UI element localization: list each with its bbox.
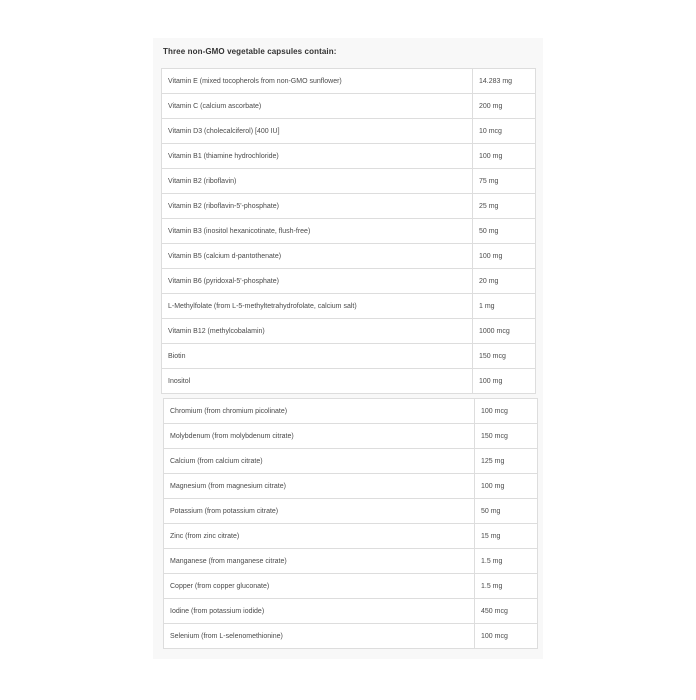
ingredient-amount: 100 mg: [473, 369, 536, 394]
table-row: [162, 244, 536, 269]
ingredient-name: Iodine (from potassium iodide): [164, 599, 475, 624]
ingredient-amount: 150 mcg: [473, 344, 536, 369]
ingredient-name: Vitamin B12 (methylcobalamin): [162, 319, 473, 344]
vitamins-table-body: [162, 69, 536, 394]
ingredient-name: Magnesium (from magnesium citrate): [164, 474, 475, 499]
table-row: [164, 499, 538, 524]
table-row: [162, 169, 536, 194]
ingredient-amount: 15 mg: [475, 524, 538, 549]
ingredient-amount: 125 mg: [475, 449, 538, 474]
table-row: [162, 294, 536, 319]
ingredient-amount: 100 mg: [475, 474, 538, 499]
ingredient-amount: 20 mg: [473, 269, 536, 294]
table-row: [162, 119, 536, 144]
table-row: [162, 194, 536, 219]
table-row: [162, 319, 536, 344]
ingredient-name: Vitamin D3 (cholecalciferol) [400 IU]: [162, 119, 473, 144]
ingredient-amount: 100 mcg: [475, 624, 538, 649]
ingredient-name: Vitamin B1 (thiamine hydrochloride): [162, 144, 473, 169]
ingredient-name: Vitamin B2 (riboflavin-5'-phosphate): [162, 194, 473, 219]
table-row: [164, 424, 538, 449]
table-heading: Three non-GMO vegetable capsules contain:: [163, 47, 337, 56]
ingredient-name: Calcium (from calcium citrate): [164, 449, 475, 474]
ingredient-amount: 150 mcg: [475, 424, 538, 449]
ingredient-amount: 50 mg: [475, 499, 538, 524]
table-row: [164, 449, 538, 474]
ingredient-name: Inositol: [162, 369, 473, 394]
vitamins-table: [161, 68, 536, 394]
ingredient-name: Manganese (from manganese citrate): [164, 549, 475, 574]
ingredient-name: Chromium (from chromium picolinate): [164, 399, 475, 424]
table-row: [164, 599, 538, 624]
ingredient-amount: 200 mg: [473, 94, 536, 119]
ingredient-amount: 100 mg: [473, 244, 536, 269]
table-row: [162, 69, 536, 94]
table-row: [164, 549, 538, 574]
table-row: [164, 399, 538, 424]
table-row: [162, 269, 536, 294]
table-row: [162, 369, 536, 394]
ingredient-amount: 1.5 mg: [475, 549, 538, 574]
ingredient-amount: 450 mcg: [475, 599, 538, 624]
ingredient-name: Vitamin B6 (pyridoxal-5'-phosphate): [162, 269, 473, 294]
ingredient-name: Vitamin E (mixed tocopherols from non-GMO sunflower): [162, 69, 473, 94]
minerals-table-body: [164, 399, 538, 649]
ingredient-name: Vitamin B5 (calcium d-pantothenate): [162, 244, 473, 269]
ingredient-name: Vitamin B3 (inositol hexanicotinate, flush-free): [162, 219, 473, 244]
ingredient-name: Vitamin B2 (riboflavin): [162, 169, 473, 194]
table-row: [162, 144, 536, 169]
ingredient-name: Biotin: [162, 344, 473, 369]
ingredient-amount: 25 mg: [473, 194, 536, 219]
ingredient-name: Molybdenum (from molybdenum citrate): [164, 424, 475, 449]
ingredient-name: L-Methylfolate (from L-5-methyltetrahydrofolate, calcium salt): [162, 294, 473, 319]
ingredient-amount: 100 mg: [473, 144, 536, 169]
table-row: [162, 219, 536, 244]
minerals-table: [163, 398, 538, 649]
table-row: [162, 94, 536, 119]
ingredient-amount: 100 mcg: [475, 399, 538, 424]
ingredient-amount: 14.283 mg: [473, 69, 536, 94]
ingredient-name: Vitamin C (calcium ascorbate): [162, 94, 473, 119]
table-row: [164, 624, 538, 649]
table-row: [164, 574, 538, 599]
ingredient-name: Zinc (from zinc citrate): [164, 524, 475, 549]
ingredient-amount: 1 mg: [473, 294, 536, 319]
ingredient-name: Selenium (from L-selenomethionine): [164, 624, 475, 649]
ingredient-amount: 50 mg: [473, 219, 536, 244]
table-row: [164, 524, 538, 549]
ingredient-amount: 1000 mcg: [473, 319, 536, 344]
table-row: [162, 344, 536, 369]
ingredient-name: Copper (from copper gluconate): [164, 574, 475, 599]
table-row: [164, 474, 538, 499]
ingredient-amount: 1.5 mg: [475, 574, 538, 599]
ingredient-amount: 10 mcg: [473, 119, 536, 144]
ingredient-amount: 75 mg: [473, 169, 536, 194]
ingredient-name: Potassium (from potassium citrate): [164, 499, 475, 524]
